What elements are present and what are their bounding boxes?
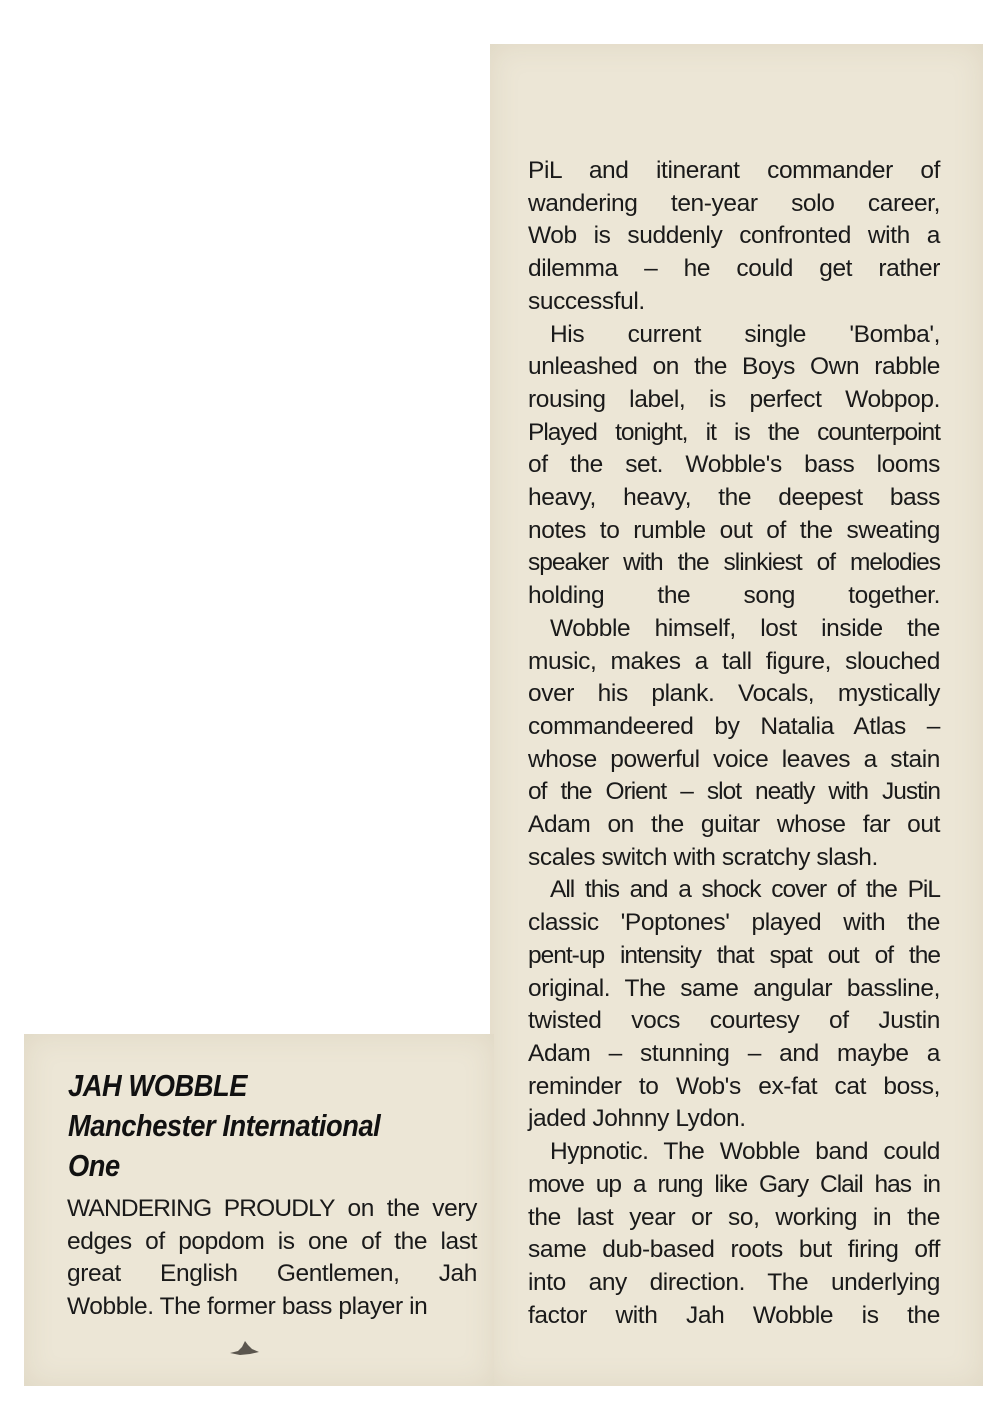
intro-lead-caps: WANDERING PROUDLY	[67, 1195, 335, 1222]
body-line: dilemma – he could get rather	[528, 255, 940, 283]
body-line: unleashed on the Boys Own rabble	[528, 353, 940, 381]
review-headline	[68, 1066, 438, 1186]
headline-venue: Manchester International	[68, 1108, 381, 1143]
body-line: scales switch with scratchy slash.	[528, 843, 878, 871]
headline-venue-number: One	[68, 1148, 120, 1183]
body-line: Played tonight, it is the counterpoint	[528, 418, 940, 446]
body-line: rousing label, is perfect Wobpop.	[528, 385, 940, 413]
body-line: of the Orient – slot neatly with Justin	[528, 778, 940, 806]
body-line: notes to rumble out of the sweating	[528, 516, 940, 544]
body-line: whose powerful voice leaves a stain	[528, 745, 940, 773]
intro-line: edges of popdom is one of the last	[67, 1227, 477, 1255]
body-line: Adam on the guitar whose far out	[528, 811, 940, 839]
body-line: into any direction. The underlying	[528, 1268, 940, 1296]
intro-line: great English Gentlemen, Jah	[67, 1260, 477, 1288]
ink-smudge	[228, 1335, 262, 1357]
body-line: wandering ten-year solo career,	[528, 189, 940, 217]
body-line: heavy, heavy, the deepest bass	[528, 484, 940, 512]
body-line: same dub-based roots but firing off	[528, 1236, 940, 1264]
body-line: speaker with the slinkiest of melodies	[528, 549, 940, 577]
body-line: original. The same angular bassline,	[528, 974, 940, 1002]
body-line: All this and a shock cover of the PiL	[550, 876, 940, 904]
body-line: His current single 'Bomba',	[550, 320, 940, 348]
intro-line: WANDERING PROUDLY on the very	[67, 1195, 477, 1222]
body-line: successful.	[528, 287, 645, 315]
body-line: Adam – stunning – and maybe a	[528, 1039, 940, 1067]
body-line: factor with Jah Wobble is the	[528, 1301, 940, 1329]
right-column-text	[528, 155, 940, 1332]
body-line: pent-up intensity that spat out of the	[528, 941, 940, 969]
body-line: of the set. Wobble's bass looms	[528, 451, 940, 479]
body-line: move up a rung like Gary Clail has in	[528, 1170, 940, 1198]
headline-artist: JAH WOBBLE	[68, 1068, 247, 1103]
body-line: classic 'Poptones' played with the	[528, 909, 940, 937]
body-line: Wob is suddenly confronted with a	[528, 222, 940, 250]
body-line: music, makes a tall figure, slouched	[528, 647, 940, 675]
left-column-text	[67, 1193, 477, 1324]
intro-line: Wobble. The former bass player in	[67, 1293, 428, 1321]
body-line: holding the song together.	[528, 582, 940, 610]
body-line: jaded Johnny Lydon.	[528, 1105, 746, 1133]
body-line: commandeered by Natalia Atlas –	[528, 712, 940, 740]
body-line: Hypnotic. The Wobble band could	[550, 1138, 940, 1166]
body-line: the last year or so, working in the	[528, 1203, 940, 1231]
body-line: over his plank. Vocals, mystically	[528, 680, 940, 708]
body-line: reminder to Wob's ex-fat cat boss,	[528, 1072, 940, 1100]
body-line: twisted vocs courtesy of Justin	[528, 1007, 940, 1035]
body-line: Wobble himself, lost inside the	[550, 614, 940, 642]
body-line: PiL and itinerant commander of	[528, 157, 940, 184]
